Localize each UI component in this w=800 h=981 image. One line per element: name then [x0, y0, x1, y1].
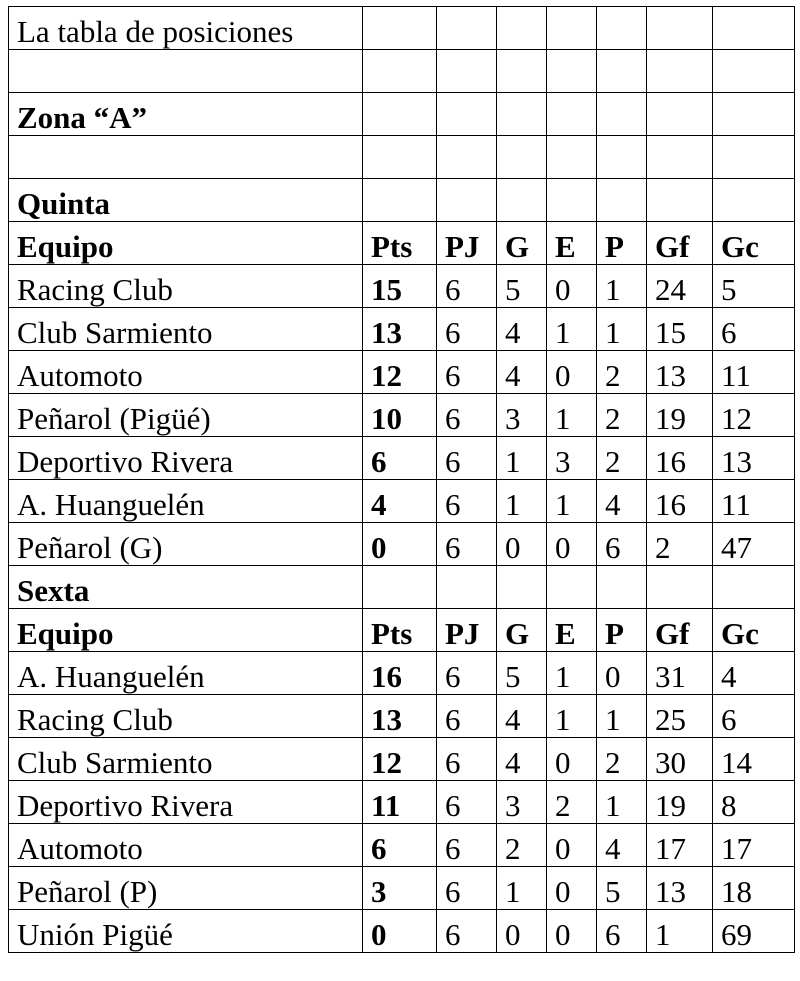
section-title-row — [9, 566, 795, 609]
column-header-team: Equipo — [9, 222, 363, 265]
cell-team: Automoto — [9, 351, 363, 394]
cell-p: 2 — [597, 437, 647, 480]
cell-e: 0 — [547, 910, 597, 953]
cell-pj: 6 — [437, 394, 497, 437]
column-header-pts: Pts — [363, 222, 437, 265]
cell-gc: 8 — [713, 781, 795, 824]
cell-team: Peñarol (Pigüé) — [9, 394, 363, 437]
column-header-row — [9, 609, 795, 652]
cell-pts: 12 — [363, 351, 437, 394]
cell-team: Unión Pigüé — [9, 910, 363, 953]
cell-pj: 6 — [437, 867, 497, 910]
column-header-gf: Gf — [647, 222, 713, 265]
cell-gf: 30 — [647, 738, 713, 781]
cell-g: 1 — [497, 437, 547, 480]
cell-gc: 18 — [713, 867, 795, 910]
cell-gc: 47 — [713, 523, 795, 566]
section-title: Quinta — [9, 179, 363, 222]
cell-pts: 4 — [363, 480, 437, 523]
cell-pj: 6 — [437, 695, 497, 738]
cell-pj: 6 — [437, 437, 497, 480]
cell-pj: 6 — [437, 781, 497, 824]
cell-gc: 11 — [713, 480, 795, 523]
cell-p: 0 — [597, 652, 647, 695]
cell-team: Deportivo Rivera — [9, 781, 363, 824]
table-row — [9, 781, 795, 824]
cell-p: 1 — [597, 695, 647, 738]
cell-p: 2 — [597, 738, 647, 781]
cell-gc: 13 — [713, 437, 795, 480]
cell-g: 5 — [497, 265, 547, 308]
cell-e: 1 — [547, 394, 597, 437]
cell-gf: 1 — [647, 910, 713, 953]
cell-gf: 31 — [647, 652, 713, 695]
cell-p: 6 — [597, 910, 647, 953]
column-header-e: E — [547, 609, 597, 652]
section-title: Sexta — [9, 566, 363, 609]
cell-e: 1 — [547, 308, 597, 351]
cell-e: 0 — [547, 265, 597, 308]
cell-g: 4 — [497, 351, 547, 394]
zone-label: Zona “A” — [9, 93, 363, 136]
zone-row — [9, 93, 795, 136]
cell-gc: 12 — [713, 394, 795, 437]
cell-pj: 6 — [437, 308, 497, 351]
cell-g: 5 — [497, 652, 547, 695]
cell-g: 0 — [497, 910, 547, 953]
blank-row — [9, 50, 795, 93]
cell-pts: 13 — [363, 695, 437, 738]
cell-team: Racing Club — [9, 695, 363, 738]
cell-pts: 10 — [363, 394, 437, 437]
cell-team: A. Huanguelén — [9, 652, 363, 695]
table-row — [9, 394, 795, 437]
cell-p: 4 — [597, 824, 647, 867]
cell-p: 1 — [597, 265, 647, 308]
table-row — [9, 738, 795, 781]
cell-team: Racing Club — [9, 265, 363, 308]
cell-pts: 6 — [363, 824, 437, 867]
cell-e: 0 — [547, 824, 597, 867]
table-row — [9, 265, 795, 308]
section-title-row — [9, 179, 795, 222]
cell-g: 4 — [497, 308, 547, 351]
column-header-team: Equipo — [9, 609, 363, 652]
cell-gc: 4 — [713, 652, 795, 695]
cell-e: 0 — [547, 351, 597, 394]
table-row — [9, 867, 795, 910]
table-title: La tabla de posiciones — [9, 7, 363, 50]
cell-pts: 3 — [363, 867, 437, 910]
cell-p: 1 — [597, 308, 647, 351]
cell-gf: 2 — [647, 523, 713, 566]
column-header-g: G — [497, 609, 547, 652]
cell-g: 0 — [497, 523, 547, 566]
cell-team: Club Sarmiento — [9, 308, 363, 351]
cell-gf: 19 — [647, 781, 713, 824]
standings-table — [8, 6, 795, 953]
cell-e: 2 — [547, 781, 597, 824]
cell-p: 5 — [597, 867, 647, 910]
cell-pts: 0 — [363, 523, 437, 566]
column-header-g: G — [497, 222, 547, 265]
cell-pts: 11 — [363, 781, 437, 824]
cell-e: 0 — [547, 867, 597, 910]
cell-gf: 19 — [647, 394, 713, 437]
cell-gc: 6 — [713, 308, 795, 351]
cell-e: 1 — [547, 695, 597, 738]
cell-pj: 6 — [437, 265, 497, 308]
cell-g: 3 — [497, 394, 547, 437]
cell-p: 6 — [597, 523, 647, 566]
cell-e: 3 — [547, 437, 597, 480]
cell-pj: 6 — [437, 738, 497, 781]
cell-g: 1 — [497, 480, 547, 523]
cell-p: 2 — [597, 394, 647, 437]
cell-gc: 14 — [713, 738, 795, 781]
cell-p: 1 — [597, 781, 647, 824]
cell-gf: 16 — [647, 480, 713, 523]
cell-gf: 17 — [647, 824, 713, 867]
cell-p: 4 — [597, 480, 647, 523]
cell-gf: 16 — [647, 437, 713, 480]
cell-pts: 16 — [363, 652, 437, 695]
cell-pj: 6 — [437, 824, 497, 867]
cell-pts: 6 — [363, 437, 437, 480]
column-header-pj: PJ — [437, 609, 497, 652]
column-header-gc: Gc — [713, 609, 795, 652]
cell-e: 0 — [547, 523, 597, 566]
cell-gf: 15 — [647, 308, 713, 351]
cell-g: 2 — [497, 824, 547, 867]
standings-table-body — [9, 7, 795, 953]
cell-pj: 6 — [437, 523, 497, 566]
cell-pj: 6 — [437, 910, 497, 953]
cell-pj: 6 — [437, 351, 497, 394]
column-header-p: P — [597, 222, 647, 265]
cell-p: 2 — [597, 351, 647, 394]
cell-pj: 6 — [437, 652, 497, 695]
table-row — [9, 308, 795, 351]
column-header-e: E — [547, 222, 597, 265]
cell-gf: 13 — [647, 351, 713, 394]
cell-pts: 12 — [363, 738, 437, 781]
cell-pts: 15 — [363, 265, 437, 308]
cell-team: Peñarol (P) — [9, 867, 363, 910]
column-header-gc: Gc — [713, 222, 795, 265]
table-row — [9, 652, 795, 695]
column-header-gf: Gf — [647, 609, 713, 652]
cell-gf: 13 — [647, 867, 713, 910]
cell-e: 1 — [547, 652, 597, 695]
cell-gc: 17 — [713, 824, 795, 867]
cell-g: 1 — [497, 867, 547, 910]
cell-gc: 5 — [713, 265, 795, 308]
cell-team: Club Sarmiento — [9, 738, 363, 781]
column-header-row — [9, 222, 795, 265]
cell-team: Automoto — [9, 824, 363, 867]
cell-g: 3 — [497, 781, 547, 824]
blank-row — [9, 136, 795, 179]
table-row — [9, 910, 795, 953]
cell-g: 4 — [497, 738, 547, 781]
column-header-pj: PJ — [437, 222, 497, 265]
cell-gc: 69 — [713, 910, 795, 953]
table-row — [9, 523, 795, 566]
cell-e: 0 — [547, 738, 597, 781]
cell-gc: 11 — [713, 351, 795, 394]
table-row — [9, 480, 795, 523]
cell-pj: 6 — [437, 480, 497, 523]
cell-gc: 6 — [713, 695, 795, 738]
table-row — [9, 824, 795, 867]
table-row — [9, 437, 795, 480]
table-row — [9, 351, 795, 394]
cell-pts: 0 — [363, 910, 437, 953]
cell-team: Peñarol (G) — [9, 523, 363, 566]
table-row — [9, 695, 795, 738]
column-header-pts: Pts — [363, 609, 437, 652]
cell-team: Deportivo Rivera — [9, 437, 363, 480]
cell-gf: 24 — [647, 265, 713, 308]
cell-team: A. Huanguelén — [9, 480, 363, 523]
cell-gf: 25 — [647, 695, 713, 738]
column-header-p: P — [597, 609, 647, 652]
cell-g: 4 — [497, 695, 547, 738]
cell-pts: 13 — [363, 308, 437, 351]
title-row — [9, 7, 795, 50]
cell-e: 1 — [547, 480, 597, 523]
